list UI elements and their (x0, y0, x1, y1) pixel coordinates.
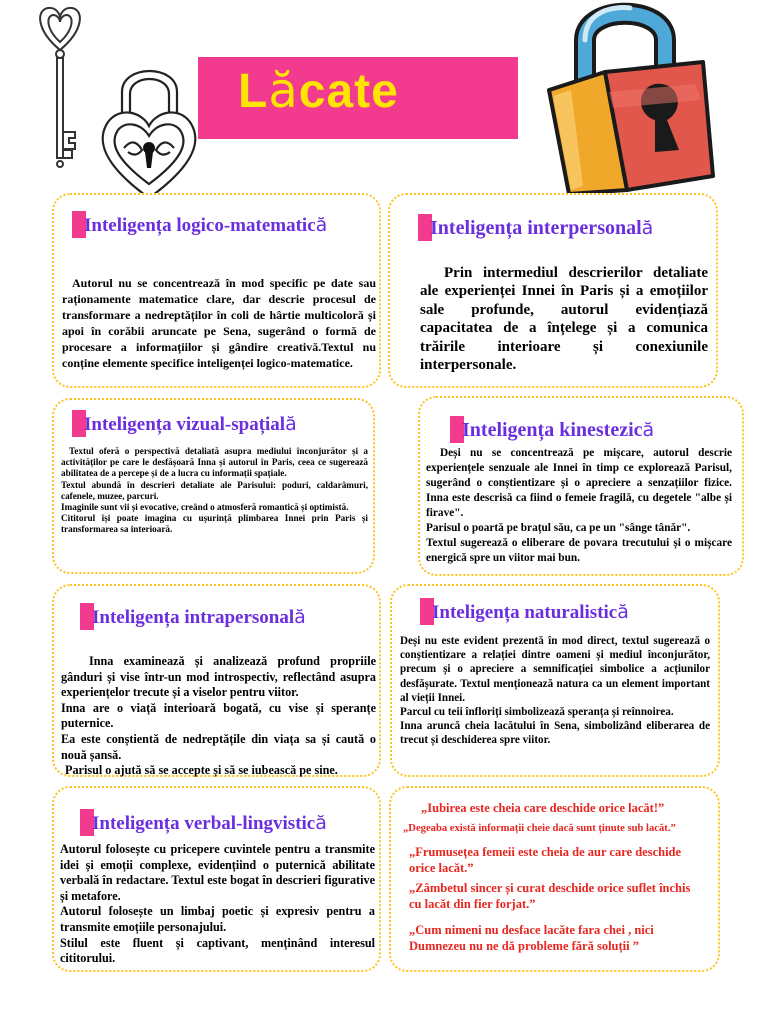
heading-logico-matematica: Inteligența logico-matematică (84, 214, 327, 237)
padlock-icon (535, 0, 723, 196)
heart-padlock-icon (92, 52, 207, 202)
body-vizual-spatiala: Textul oferă o perspectivă detaliată asupra mediului înconjurător și a activităților pe care le desfășoară Inna și autorul în Paris, ceea ce sugerează abilitatea de a percepe și de a lucra cu informații spațiale. Textul abundă în descrieri detaliate ale Parisului: poduri, caldarâmuri, cafenele, muzee, parcuri. Imaginile sunt vii și evocative, creând o atmosferă romantică și optimistă. Cititorul își poate imagina cu ușurință plimbarea Innei prin Paris și transformarea sa interioară. (61, 446, 368, 535)
heading-interpersonala: Inteligența interpersonală (430, 217, 653, 240)
body-logico-matematica: Autorul nu se concentrează în mod specific pe date sau raționamente matematice clare, dar descrie procesul de transformare a nedreptăților în coli de hârtie multicoloră și apoi în corăbii aruncate pe Sena, sugerând o formă de procesare a informațiilor și gândire creativă.Textul nu conține elemente specifice inteligenței logico-matematice. (62, 276, 376, 370)
card-intrapersonala (52, 584, 381, 777)
body-interpersonala: Prin intermediul descrierilor detaliate ale experienței Innei în Paris și a emoțiilor sale profunde, autorul evidențiază capacitatea de a înțelege și a comunica trăirile interioare și conexiunile interpersonale. (420, 265, 708, 374)
quote-5: „Cum nimeni nu desface lacăte fara chei , nici Dumnezeu nu ne dă probleme fără soluții ” (409, 923, 654, 953)
body-verbal-lingvistica: Autorul folosește cu pricepere cuvintele pentru a transmite idei și emoții complexe, evidențiind o puternică abilitate verbală în redactare. Textul este bogat în descrieri figurative și metafore. Autorul folosește un limbaj poetic și expresiv pentru a transmite emoțiile personajului. Stilul este fluent și captivant, menținând interesul cititorului. (60, 842, 375, 966)
heading-vizual-spatiala: Inteligența vizual-spațială (84, 413, 297, 436)
body-kinestezica: Deși nu se concentrează pe mișcare, autorul descrie experiențele senzuale ale Innei în timp ce explorează Parisul, sugerând o conștientizare și o apreciere a senzațiilor fizice. Inna este descrisă ca fiind o femeie fragilă, cu degetele "albe și firave". Parisul o poartă pe brațul său, ca pe un "sânge tânăr". Textul sugerează o eliberare de povara trecutului și o mișcare energică spre un viitor mai bun. (426, 447, 732, 564)
title-banner (198, 57, 518, 139)
body-intrapersonala: Inna examinează și analizează profund propriile gânduri și vise într-un mod introspectiv, reflectând asupra experiențelor trecute și a viselor pentru viitor. Inna are o viață interioară bogată, cu vise și speranțe puternice. Ea este conștientă de nedreptățile din viața sa și caută o nouă șansă. Parisul o ajută să se accepte și să se iubească pe sine. (61, 654, 376, 778)
quote-4: „Zâmbetul sincer și curat deschide orice suflet închis cu lacăt din fier forjat.” (409, 881, 691, 911)
card-naturalistica (390, 584, 720, 777)
heading-naturalistica: Inteligența naturalistică (432, 601, 629, 624)
card-verbal-lingvistica (52, 786, 381, 972)
card-quotes (389, 786, 720, 972)
card-kinestezica (418, 396, 744, 576)
heart-key-icon (30, 2, 90, 177)
heading-intrapersonala: Inteligența intrapersonală (92, 606, 306, 629)
quote-3: „Frumusețea femeii este cheia de aur care deschide orice lacăt.” (409, 845, 682, 875)
heading-verbal-lingvistica: Inteligența verbal-lingvistică (92, 812, 327, 835)
card-interpersonala (388, 193, 718, 388)
heading-kinestezica: Inteligența kinestezică (462, 419, 654, 442)
card-logico-matematica (52, 193, 381, 388)
page-title: Lăcate (238, 63, 399, 119)
quote-2: „Degeaba există informații cheie dacă sunt ținute sub lacăt.” (403, 823, 676, 834)
card-vizual-spatiala (52, 398, 375, 574)
quote-1: „Iubirea este cheia care deschide orice lacăt!” (421, 801, 665, 815)
body-naturalistica: Deși nu este evident prezentă în mod direct, textul sugerează o conștientizare a relației dintre oameni și mediul înconjurător, precum și o apreciere a semnificației simbolice a acțiunilor desfășurate. Textul menționează natura ca un element important al vieții Innei. Parcul cu teii înfloriți simbolizează speranța și reînnoirea. Inna aruncă cheia lacătului în Sena, simbolizând eliberarea de trecut și deschiderea spre viitor. (400, 635, 710, 747)
